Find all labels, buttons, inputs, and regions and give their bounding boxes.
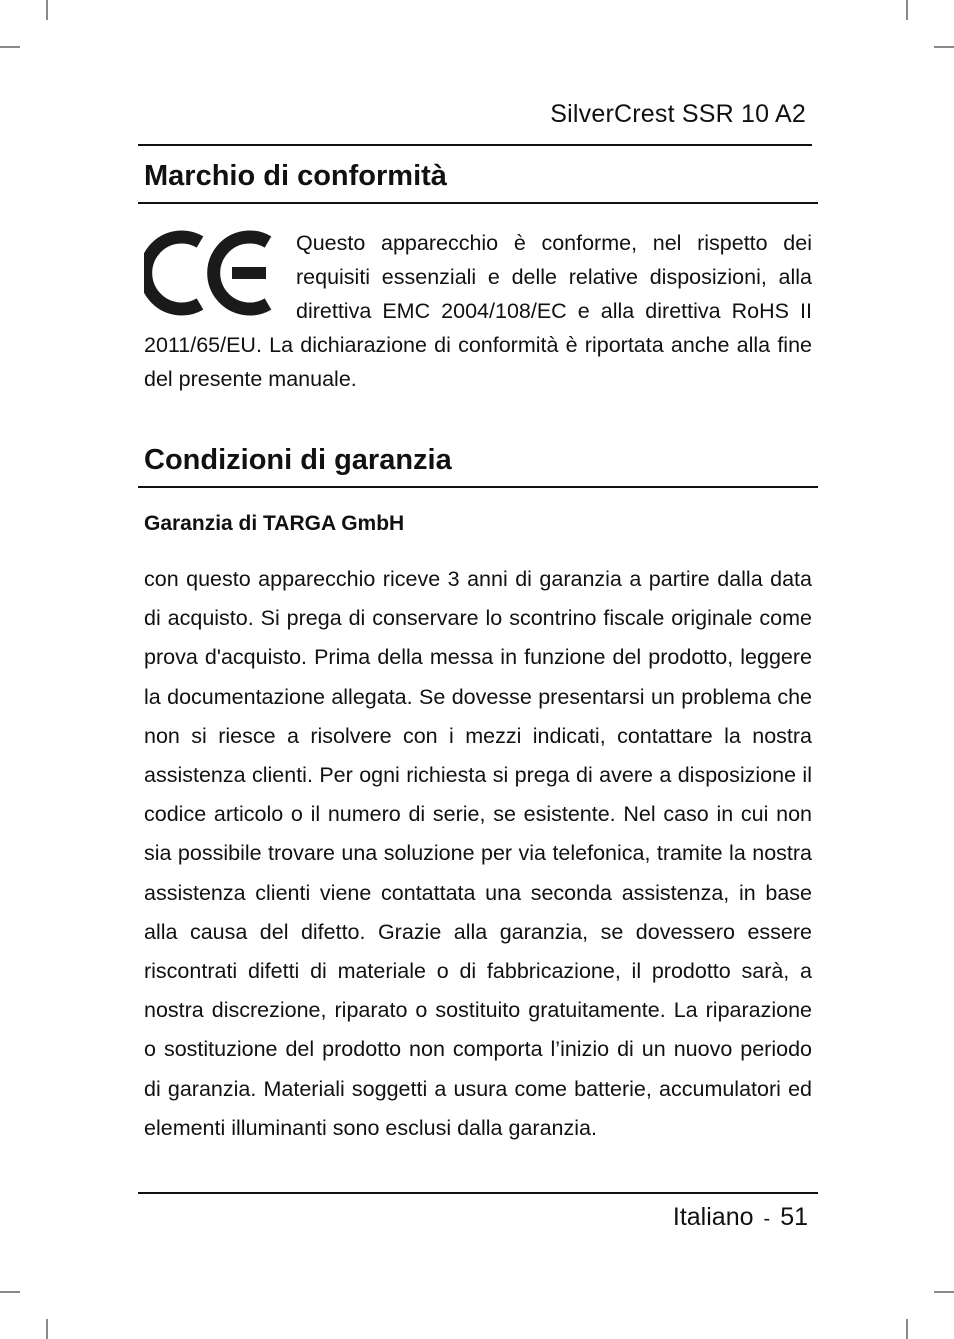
section-rule	[138, 486, 818, 488]
logo-spacer	[144, 226, 296, 328]
header-rule	[138, 144, 812, 146]
crop-mark	[906, 0, 908, 20]
section-heading-warranty: Condizioni di garanzia	[144, 444, 452, 476]
warranty-subheading: Garanzia di TARGA GmbH	[144, 512, 405, 535]
crop-mark	[906, 1319, 908, 1339]
warranty-paragraph: con questo apparecchio riceve 3 anni di garanzia a partire dalla data di acquisto. Si prega di conservare lo scontrino fiscale originale come prova d'acquisto. Prima della messa in funzione del prodotto, leggere la documentazione allegata. Se dovesse presentarsi un problema che non si riesce a risolvere con i mezzi indicati, contattare la nostra assistenza clienti. Per ogni richiesta si prega di avere a disposizione il codice articolo o il numero di serie, se esistente. Nel caso in cui non sia possibile trovare una soluzione per via telefonica, tramite la nostra assistenza clienti viene contattata una seconda assistenza, in base alla causa del difetto. Grazie alla garanzia, se dovessero essere riscontrati difetti di materiale o di fabbricazione, il prodotto sarà, a nostra discrezione, riparato o sostituito gratuitamente. La riparazione o sostituzione del prodotto non comporta l’inizio di un nuovo periodo di garanzia. Materiali soggetti a usura come batterie, accumulatori ed elementi illuminanti sono esclusi dalla garanzia.	[144, 567, 812, 1140]
document-header-title: SilverCrest SSR 10 A2	[550, 100, 806, 128]
crop-mark	[934, 46, 954, 48]
footer-rule	[138, 1192, 818, 1194]
conformity-text: Questo apparecchio è conforme, nel rispetto dei requisiti essenziali e delle relative disposizioni, alla direttiva EMC 2004/108/EC e alla direttiva RoHS II 2011/65/EU. La dichiarazione di conformità è riportata anche alla fine del presente manuale.	[144, 231, 812, 391]
footer-language: Italiano	[672, 1203, 754, 1231]
section-heading-conformity: Marchio di conformità	[144, 160, 447, 192]
crop-mark	[46, 1319, 48, 1339]
crop-mark	[0, 46, 20, 48]
footer-separator: -	[763, 1208, 771, 1230]
section-rule	[138, 202, 818, 204]
page-footer	[673, 1203, 808, 1232]
crop-mark	[46, 0, 48, 20]
crop-mark	[934, 1291, 954, 1293]
crop-mark	[0, 1291, 20, 1293]
conformity-paragraph	[144, 226, 812, 396]
page-number: 51	[780, 1203, 808, 1231]
